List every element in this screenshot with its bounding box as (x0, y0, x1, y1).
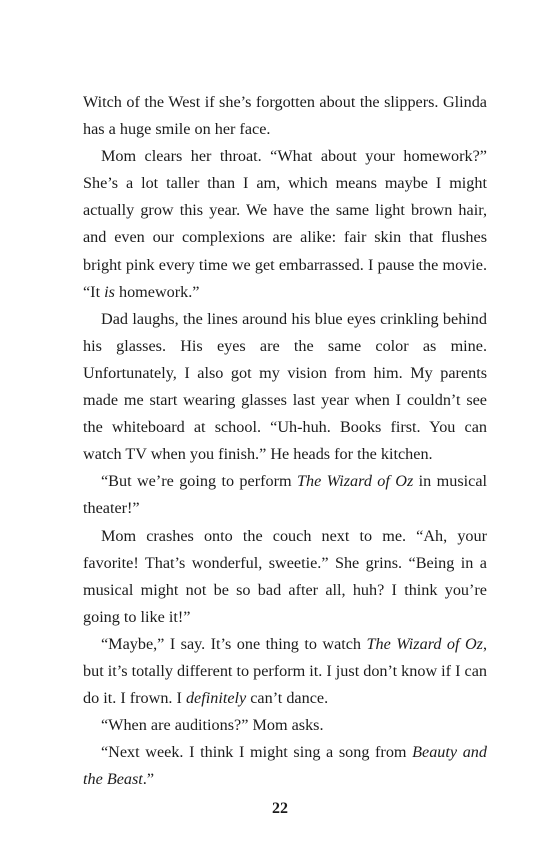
italic-text: The Wizard of Oz (366, 634, 483, 653)
paragraph (83, 89, 487, 143)
text-run: “When are auditions?” Mom asks. (101, 716, 324, 735)
text-run: in musical theater!” (83, 472, 487, 518)
text-run: “But we’re going to perform (101, 472, 297, 491)
text-run: , but it’s totally different to perform it. I just don’t know if I can do it. I frown. I (83, 634, 488, 708)
italic-text: definitely (185, 689, 247, 708)
text-run: can’t dance. (246, 689, 329, 708)
paragraph (83, 631, 487, 712)
italic-text: is (104, 282, 115, 301)
text-run: Mom clears her throat. “What about your homework?” She’s a lot taller than I am, which means maybe I might actually grow this year. We have the same light brown hair, and even our complexions are alike: fair skin that flushes bright pink every time we get embarrassed. I pause the movie. “It (83, 147, 487, 301)
text-run: homework.” (114, 282, 200, 301)
text-run: “Next week. I think I might sing a song from (101, 743, 413, 762)
text-run: Dad laughs, the lines around his blue eyes crinkling behind his glasses. His eyes are the same color as mine. Unfortunately, I also got my vision from him. My parents made me start wearing glasses last year when I couldn’t see the whiteboard at school. “Uh-huh. Books first. You can watch TV when you finish.” He heads for the kitchen. (83, 309, 487, 464)
paragraph (83, 523, 487, 631)
italic-text: Beauty and the Beast (83, 743, 487, 789)
text-run: Mom crashes onto the couch next to me. “Ah, your favorite! That’s wonderful, sweetie.” She grins. “Being in a musical might not be so bad after all, huh? I think you’re going to like it!” (83, 526, 487, 626)
body-text (83, 89, 487, 793)
paragraph (83, 712, 487, 739)
paragraph (83, 143, 487, 306)
page-number: 22 (272, 800, 288, 817)
text-run: Witch of the West if she’s forgotten about the slippers. Glinda has a huge smile on her face. (83, 93, 487, 139)
text-run: .” (142, 770, 155, 789)
text-run: “Maybe,” I say. It’s one thing to watch (101, 634, 367, 653)
paragraph (83, 468, 487, 522)
paragraph (83, 739, 487, 793)
paragraph (83, 306, 487, 469)
italic-text: The Wizard of Oz (296, 472, 414, 491)
